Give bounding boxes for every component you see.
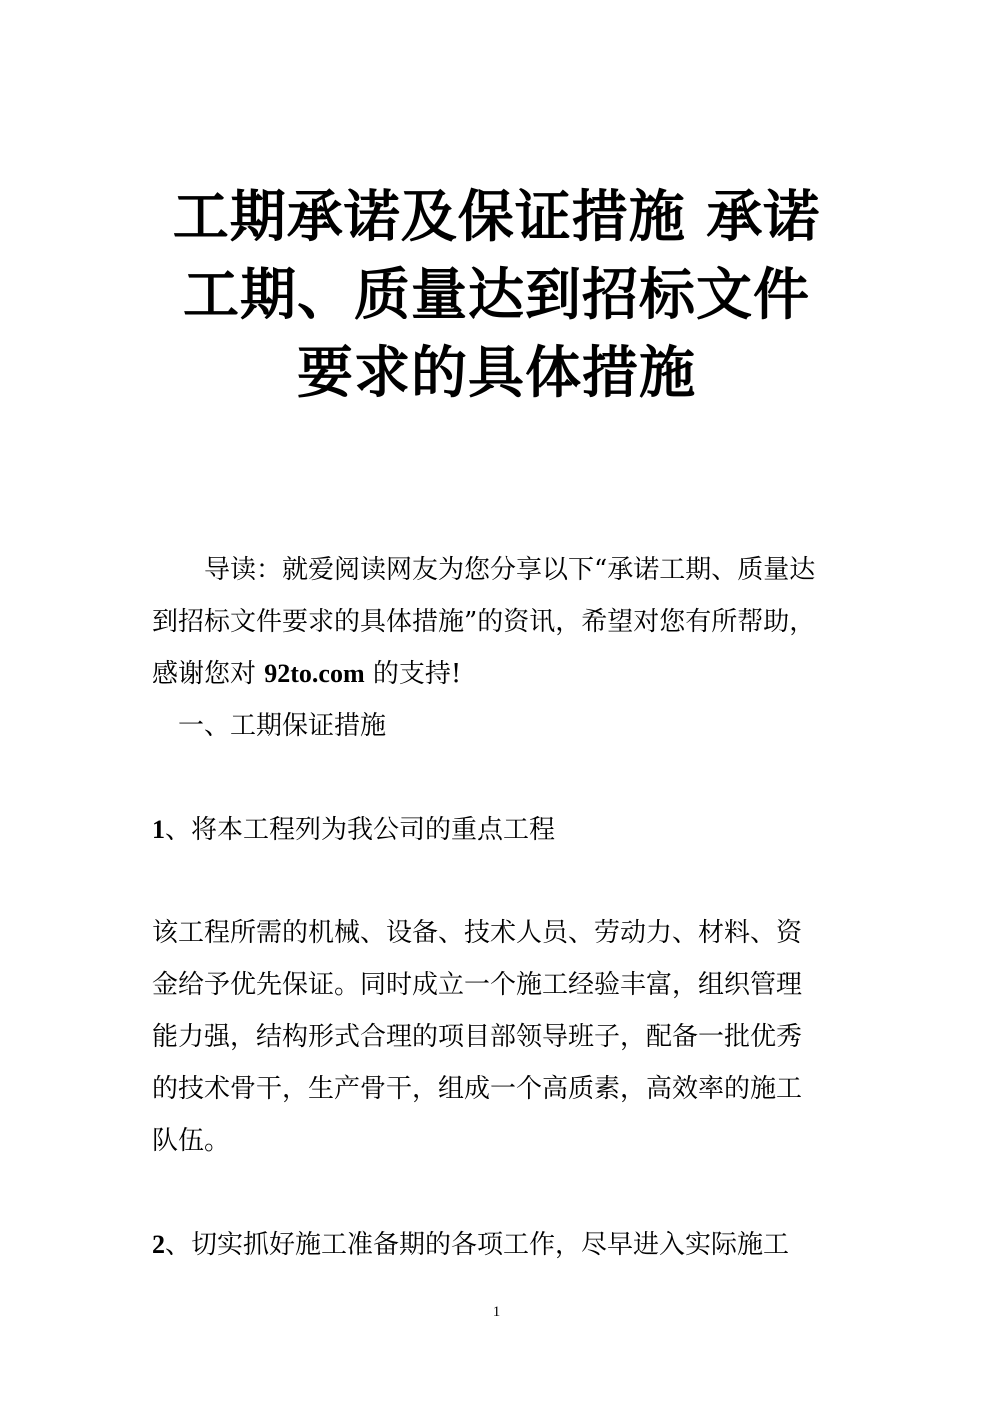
intro-line-1: 导读：就爱阅读网友为您分享以下“承诺工期、质量达: [204, 555, 816, 585]
document-title: [140, 178, 853, 412]
intro-thanks-suffix: 的支持!: [364, 659, 462, 689]
item-1-number: 1: [152, 815, 165, 844]
title-line-2: 工期、质量达到招标文件: [183, 262, 810, 328]
page-number: 1: [492, 1304, 501, 1320]
title-line-1: 工期承诺及保证措施 承诺: [172, 184, 821, 250]
title-line-3: 要求的具体措施: [297, 340, 696, 406]
item-1-body-line-3: 能力强，结构形式合理的项目部领导班子，配备一批优秀: [152, 1022, 803, 1052]
item-1-body-line-5: 队伍。: [152, 1126, 231, 1156]
intro-paragraph: [152, 544, 842, 700]
item-2-heading-text: 、切实抓好施工准备期的各项工作，尽早进入实际施工: [165, 1230, 790, 1260]
item-2-heading: [152, 1219, 842, 1271]
item-1-body-line-1: 该工程所需的机械、设备、技术人员、劳动力、材料、资: [152, 918, 803, 948]
item-1-heading-text: 、将本工程列为我公司的重点工程: [165, 815, 556, 845]
item-1-heading: [152, 804, 842, 856]
intro-line-2: 到招标文件要求的具体措施”的资讯，希望对您有所帮助，: [152, 607, 816, 637]
item-2-number: 2: [152, 1230, 165, 1259]
intro-thanks-prefix: 感谢您对: [152, 659, 265, 689]
item-1-body-line-2: 金给予优先保证。同时成立一个施工经验丰富，组织管理: [152, 970, 803, 1000]
site-name: 92to.com: [264, 659, 365, 688]
item-1-body: [152, 907, 842, 1167]
item-1-body-line-4: 的技术骨干，生产骨干，组成一个高质素，高效率的施工: [152, 1074, 803, 1104]
intro-line-3: [152, 648, 842, 700]
section-heading: 一、工期保证措施: [178, 711, 387, 741]
